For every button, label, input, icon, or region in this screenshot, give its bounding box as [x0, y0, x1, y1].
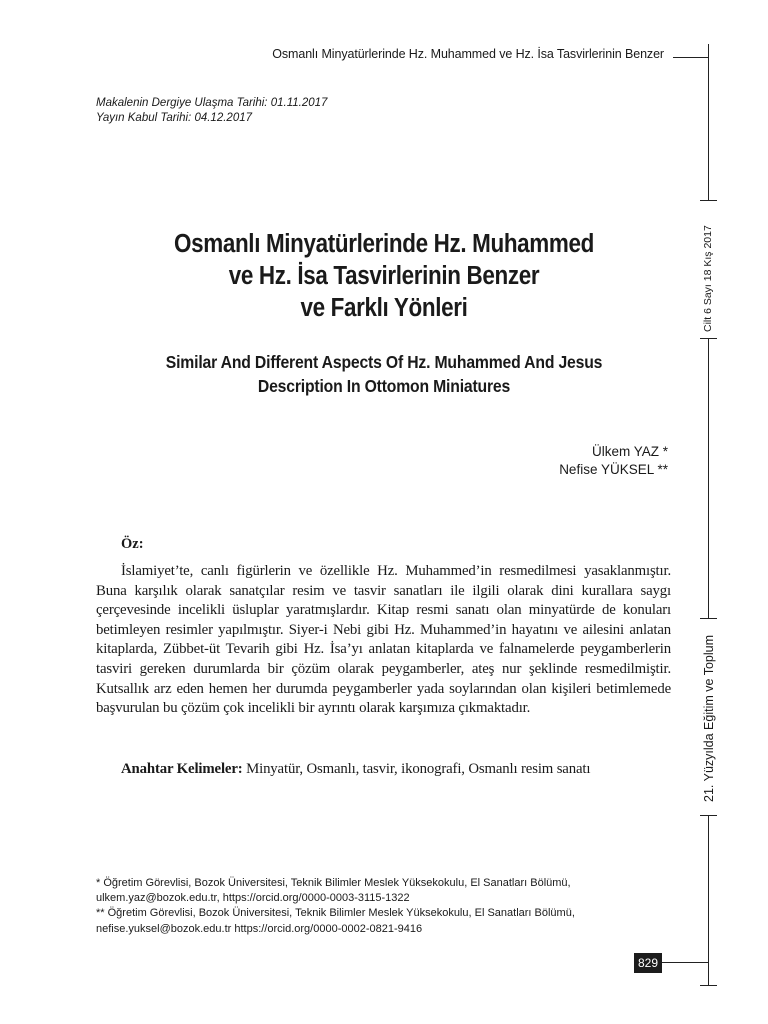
article-title-line: Osmanlı Minyatürlerinde Hz. Muhammed — [173, 230, 595, 258]
article-title — [131, 228, 638, 324]
margin-tick — [700, 200, 717, 201]
footnote-line: ulkem.yaz@bozok.edu.tr, https://orcid.org/0000-0003-3115-1322 — [96, 892, 410, 905]
volume-issue-label: Cilt 6 Sayı 18 Kış 2017 — [702, 225, 714, 332]
abstract-body: İslamiyet’te, canlı figürlerin ve özellikle Hz. Muhammed’in resmedilmesi yasaklanmıştır. Buna karşılık olarak sanatçılar resim ve tasvir sanatları ile ilgili olarak dini kurallara saygı çerçevesinde incelikli üsluplar yaratmışlardır. Kitap resmi sanatı olan minyatürde de konuları betimleyen resimler yapılmıştır. Siyer-i Nebi gibi Hz. Muhammed’in hayatını ve ailesini anlatan kitaplarda, Zübbet-üt Tevarih gibi Hz. İsa’yı anlatan kitaplarda ve falnamelerde peygamberlerin tasviri gereken durumlarda bir çözüm olarak peygamberler, ateş nur şeklinde resmedilmiştir. Kutsallık arz eden hemen her durumda peygamberler yada soylarından olan kişileri betimlemede başvurulan bu çözüm çok incelikli bir ayrıntı olarak karşımıza çıkmaktadır. — [96, 563, 671, 717]
margin-tick — [700, 985, 717, 986]
author-list — [559, 443, 668, 479]
running-header: Osmanlı Minyatürlerinde Hz. Muhammed ve Hz. İsa Tasvirlerinin Benzer — [272, 47, 664, 61]
footnotes — [96, 876, 676, 937]
article-title-line: ve Hz. İsa Tasvirlerinin Benzer — [228, 262, 540, 290]
margin-rule-top — [708, 44, 709, 200]
received-date: Makalenin Dergiye Ulaşma Tarihi: 01.11.2017 — [96, 97, 328, 109]
english-title — [125, 350, 643, 398]
page-number: 829 — [634, 953, 662, 973]
author-name: Ülkem YAZ * — [591, 444, 668, 459]
english-title-line: Description In Ottomon Miniatures — [257, 376, 511, 396]
keywords — [121, 761, 590, 778]
keywords-text: Minyatür, Osmanlı, tasvir, ikonografi, Osmanlı resim sanatı — [242, 761, 591, 777]
english-title-line: Similar And Different Aspects Of Hz. Muhammed And Jesus — [165, 352, 603, 372]
journal-name-label: 21. Yüzyılda Eğitim ve Toplum — [702, 635, 716, 802]
page-number-rule — [662, 962, 709, 963]
submission-dates — [96, 96, 327, 126]
margin-tick — [700, 618, 717, 619]
keywords-label: Anahtar Kelimeler: — [121, 761, 243, 777]
footnote-line: ** Öğretim Görevlisi, Bozok Üniversitesi, Teknik Bilimler Meslek Yüksekokulu, El Sanatları Bölümü, — [96, 907, 575, 920]
abstract-heading: Öz: — [121, 536, 144, 552]
accepted-date: Yayın Kabul Tarihi: 04.12.2017 — [96, 112, 253, 124]
header-rule — [673, 57, 709, 58]
footnote-line: nefise.yuksel@bozok.edu.tr https://orcid.org/0000-0002-0821-9416 — [96, 922, 423, 935]
footnote-line: * Öğretim Görevlisi, Bozok Üniversitesi, Teknik Bilimler Meslek Yüksekokulu, El Sanatları Bölümü, — [96, 877, 571, 889]
margin-rule-bottom — [708, 815, 709, 985]
article-title-line: ve Farklı Yönleri — [300, 294, 468, 322]
margin-rule-middle — [708, 338, 709, 618]
author-name: Nefise YÜKSEL ** — [559, 462, 668, 477]
